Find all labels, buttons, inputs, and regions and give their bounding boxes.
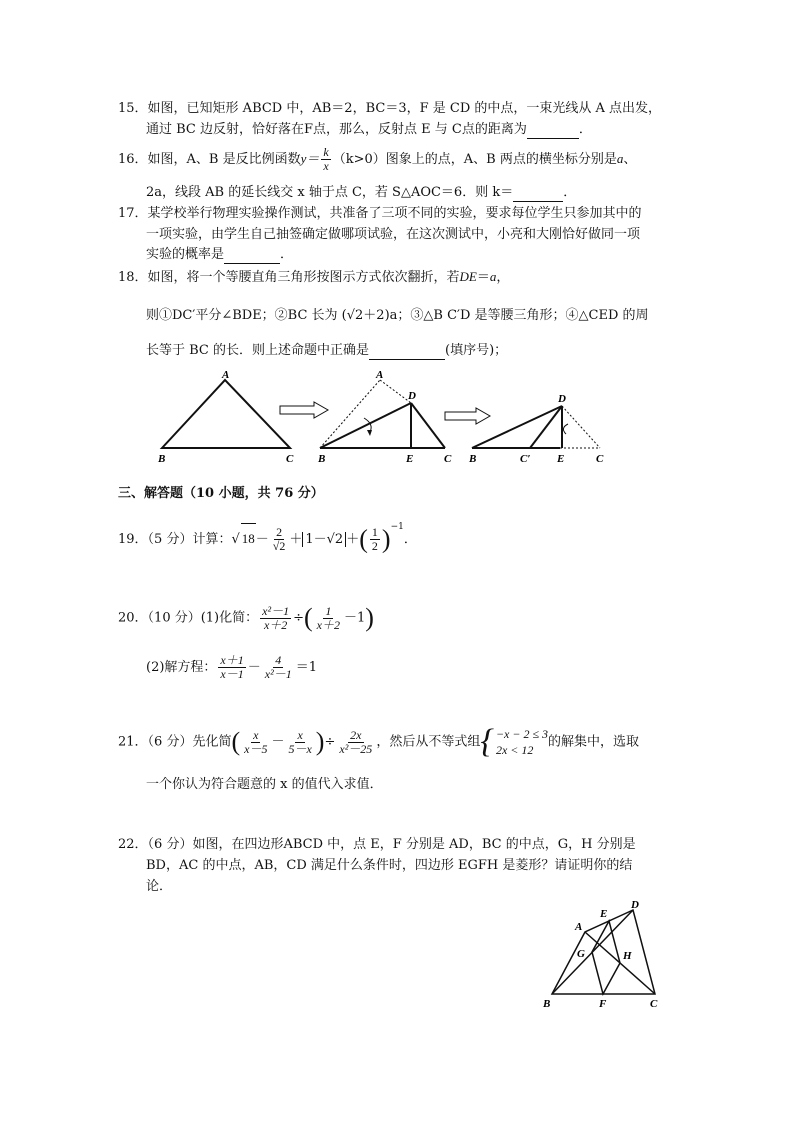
q21-line1 (118, 724, 639, 761)
q21-minus: － (271, 734, 285, 750)
q17-end: ． (280, 247, 294, 262)
q19-half-den: 2 (371, 539, 378, 553)
fig18-label-A2: A (376, 369, 384, 381)
q21-lparen: ( (231, 727, 241, 756)
q19-line (118, 512, 417, 555)
q22-line2: BD，AC 的中点，AB，CD 满足什么条件时，四边形 EGFH 是菱形？请证明你的结 (146, 858, 633, 873)
q20-g2-num: 4 (275, 653, 282, 667)
q20-eq: ＝1 (295, 660, 317, 675)
fig22-label-E: E (600, 908, 608, 920)
fig18-t2-dashed-left (320, 380, 380, 448)
q19-plus2: ＋ (346, 532, 360, 547)
fig22-label-B: B (543, 998, 551, 1010)
q20-part1 (118, 602, 374, 635)
q20-g1-den: x－1 (220, 667, 244, 681)
q18-de: DE (459, 269, 477, 284)
q21-b-num: x (297, 727, 303, 742)
q19-minus: － (255, 532, 269, 547)
q21-brace: { (480, 723, 494, 760)
q22-line1: 22．（6 分）如图，在四边形ABCD 中，点 E，F 分别是 AD，BC 的中点，G，H 分别是 (118, 837, 636, 852)
q15-end: ． (578, 122, 592, 137)
q19-sqrt-sign: √ (231, 532, 240, 547)
fig18-label-C2: C (444, 453, 452, 465)
fig18-label-E3: E (557, 453, 565, 465)
q16-end: ． (563, 185, 577, 200)
q19-half-num: 1 (371, 525, 378, 539)
q22-quadrilateral-figure (535, 895, 675, 1015)
q20-lparen: ( (303, 603, 313, 632)
fig18-label-D3: D (558, 393, 566, 405)
q20-frac2-den: x＋2 (316, 617, 340, 632)
q19-lparen: ( (359, 524, 368, 554)
q21-rparen: ) (315, 727, 325, 756)
q16-text-b: （k>0）图象上的点，A、B 两点的横坐标分别是 (332, 152, 617, 167)
fig18-t2-bd (320, 403, 411, 448)
q20-g2-den: x²－1 (264, 667, 292, 681)
fig18-label-B1: B (158, 453, 166, 465)
q19-rparen: ) (381, 524, 391, 554)
q18-line1 (118, 268, 509, 287)
q18-line2: 则①DC′平分∠BDE；②BC 长为 (√2＋2)a；③△B C′D 是等腰三角形；④△CED 的周 (146, 308, 649, 323)
q20-frac1 (260, 605, 291, 632)
q21-c-den: x²－25 (339, 741, 373, 756)
q21-c-num: 2x (350, 727, 362, 742)
q20-rparen: ) (365, 603, 374, 632)
q18-answer-blank (369, 345, 445, 360)
fig18-t3-dc-prime (530, 406, 562, 448)
q16-line1 (118, 146, 636, 173)
q17-line1: 17．某学校举行物理实验操作测试，共准备了三项不同的实验，要求每位学生只参加其中的 (118, 206, 642, 221)
q18-eq: ＝ (476, 270, 490, 285)
q19-sqrt-18: 18 (241, 523, 256, 554)
q15-line1: 15．如图，已知矩形 ABCD 中，AB＝2，BC＝3，F 是 CD 的中点，一束光线从 A 点出发， (118, 101, 662, 116)
q16-frac-den: x (323, 159, 329, 173)
q19-abs: 1－√2 (302, 532, 346, 547)
q21-ineq2: 2x < 12 (495, 743, 534, 757)
q17-text: 实验的概率是 (146, 247, 225, 262)
q20-minus1: －1 (343, 610, 366, 626)
q21-tail: 的解集中，选取 (548, 734, 640, 750)
q20-minus: － (247, 660, 261, 675)
q19-frac-num: 2 (276, 525, 283, 539)
q20-g1 (218, 654, 245, 681)
fig18-t3-fold-arc (563, 424, 568, 434)
q18-a: a (489, 269, 497, 284)
q16-text-c: 、 (623, 152, 637, 167)
fig18-label-B2: B (318, 453, 326, 465)
q21-frac-c (337, 729, 374, 756)
q19-exponent: −1 (390, 522, 404, 532)
q18-text-a: 18．如图，将一个等腰直角三角形按图示方式依次翻折，若 (118, 270, 460, 285)
fig18-label-D2: D (408, 390, 416, 402)
q18-line3 (146, 342, 507, 360)
q20-frac2-num: 1 (325, 603, 332, 618)
q19-end: ． (403, 532, 417, 547)
fig18-t2-arc-head (367, 430, 372, 436)
q20-part2 (146, 652, 317, 684)
fig22-label-H: H (623, 950, 632, 962)
q20-frac2 (315, 605, 342, 632)
fig18-t3-bd (472, 406, 562, 448)
q16-text-a: 16．如图，A、B 是反比例函数 (118, 152, 301, 167)
q21-line2: 一个你认为符合题意的 x 的值代入求值． (146, 777, 383, 792)
q21-a-num: x (253, 727, 259, 742)
fig18-t2-dc (411, 403, 445, 448)
q17-line2: 一项实验，由学生自己抽签确定做哪项试验，在这次测试中，小亮和大刚恰好做同一项 (146, 227, 641, 242)
q16-answer-blank (513, 187, 563, 202)
fig18-t2-dashed-right (380, 380, 411, 403)
fig22-label-G: G (577, 948, 585, 960)
q22-line3: 论． (146, 879, 173, 894)
fig18-label-Cprime3: C′ (520, 453, 531, 465)
fig18-triangle-1 (162, 380, 290, 448)
fig22-label-F: F (599, 998, 607, 1010)
q19-frac-den: √2 (272, 539, 286, 553)
q19-label: 19．（5 分）计算： (118, 532, 232, 547)
fig18-label-B3: B (469, 453, 477, 465)
q17-answer-blank (224, 249, 280, 264)
q20-div: ÷ (293, 610, 304, 626)
q21-div: ÷ (324, 734, 336, 750)
q18-text-c: 长等于 BC 的长．则上述命题中正确是 (146, 343, 370, 358)
q19-half (370, 526, 380, 553)
q21-inequality-system (480, 725, 548, 759)
q16-line2 (146, 184, 576, 202)
q16-text-line2: 2a，线段 AB 的延长线交 x 轴于点 C，若 S△AOC＝6．则 k＝ (146, 185, 514, 200)
fig18-label-A1: A (222, 369, 230, 381)
fig22-label-A: A (575, 921, 583, 933)
q18-folding-figure (150, 368, 620, 468)
q16-var-a: a (616, 151, 624, 166)
q18-comma: ， (496, 270, 510, 285)
fig18-arrow-2 (445, 408, 490, 424)
q21-a-den: x－5 (244, 741, 268, 756)
section-3-heading: 三、解答题（10 小题，共 76 分） (118, 486, 324, 501)
q21-frac-b (286, 729, 313, 756)
q19-fraction (271, 526, 288, 553)
fig22-quadrilateral-egfh (592, 921, 620, 994)
q18-text-d: (填序号)； (445, 343, 508, 358)
q21-ineq1: −x − 2 ≤ 3 (495, 727, 549, 741)
q20-label2: (2)解方程： (146, 660, 217, 675)
fig18-arrow-1 (280, 402, 328, 418)
q21-label: 21．（6 分）先化简 (118, 734, 232, 750)
fig18-label-E2: E (406, 453, 414, 465)
q21-b-den: 5－x (288, 741, 312, 756)
fig22-label-C: C (650, 998, 658, 1010)
q15-text: 通过 BC 边反射，恰好落在F点，那么，反射点 E 与 C点的距离为 (146, 122, 527, 137)
q15-line2 (146, 121, 592, 139)
q20-g2 (263, 654, 294, 681)
q19-plus1: ＋ (289, 532, 303, 547)
q20-frac1-num: x²－1 (262, 603, 290, 618)
q17-line3 (146, 246, 293, 264)
q16-frac-num: k (323, 145, 329, 159)
q20-frac1-den: x＋2 (263, 617, 288, 632)
fig18-label-C1: C (286, 453, 294, 465)
fig22-quadrilateral-abcd (552, 910, 655, 994)
q21-frac-a (242, 729, 269, 756)
q15-answer-blank (527, 124, 579, 139)
fig22-label-D: D (631, 899, 639, 911)
q20-g1-num: x＋1 (220, 653, 244, 667)
q16-fraction (321, 146, 330, 173)
q20-label1: 20．（10 分）(1)化简： (118, 610, 259, 626)
fig18-t3-dashed-dc (562, 406, 600, 448)
q21-mid: ，然后从不等式组 (376, 734, 481, 750)
q16-fn-y: y＝ (300, 151, 320, 166)
fig18-label-C3: C (596, 453, 604, 465)
